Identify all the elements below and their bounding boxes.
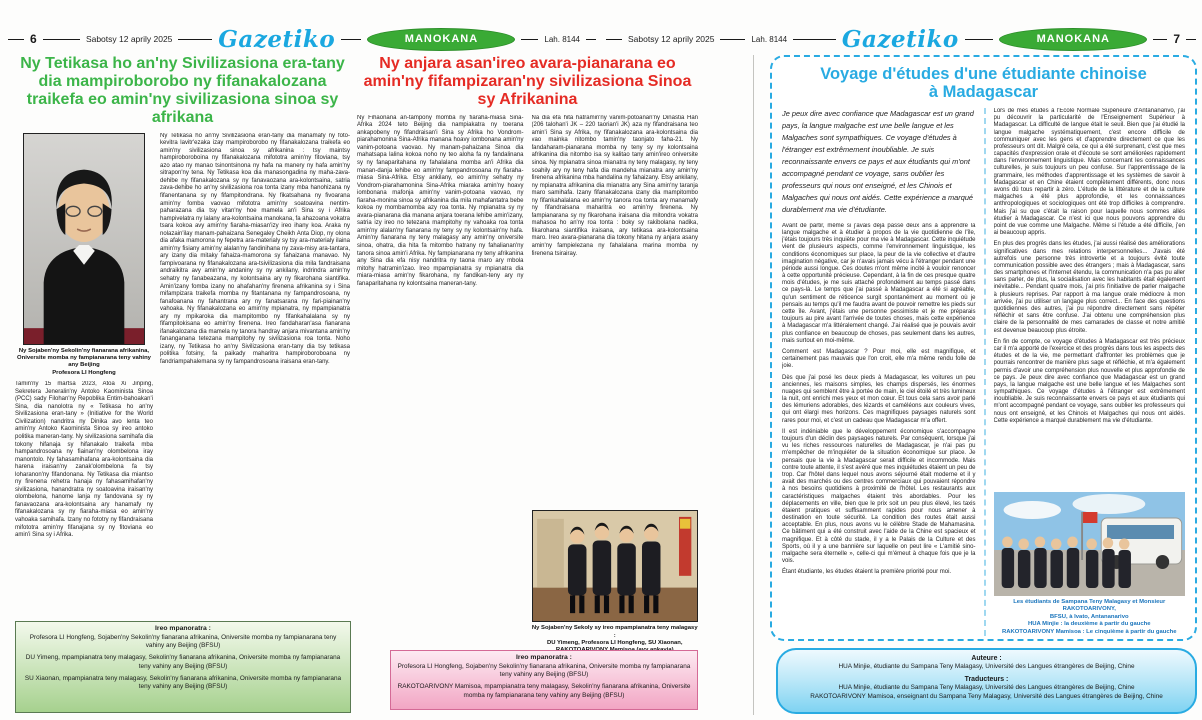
article-voyage [770, 55, 1197, 641]
header-rule [793, 39, 836, 40]
article-voyage-headline-line2: à Madagascar [928, 83, 1039, 102]
voyage-paragraph: Avant de partir, même si j'avais déjà passé deux ans à apprendre la langue malgache et à étudier à propos de la vie quotidienne de l'île, j'étais toujours très inquiète pour ma vie à Madagascar. Cette inquiétude vient de plusieurs aspects, comme l'environnement linguistique, les conditions économiques sur place, la peur de la vie collective et d'autre imagination négative, car je n'avais jamais vécu à l'étranger pendant une période aussi longue. Ces doutes m'ont même incité à vouloir renoncer à cette opportunité précieuse. Cependant, à la fin de ces presque quatre mois d'études, je me suis attaché profondément au temps passé dans ce pays-là. Le temps que j'ai passé à Madagascar a été si agréable, qu'un sentiment de réticence surgit spontanément au moment où je pensais au temps qu'il me faudra avant de pouvoir remettre les pieds sur cette île. Avant, j'étais une personne pessimiste et je me préparais toujours au pire avant l'arrivée de toutes choses, mais cette expérience à Madagascar m'a littéralement changé. J'ai réalisé que je pouvais avoir plus confiance en beaucoup de choses, pas seulement dans les autres, mais surtout en moi-même. [782, 222, 976, 344]
photo-caption-line: Ny Sojaben'ny Sekolin'ny fianarana afrikanina, [18, 347, 150, 354]
traducteur-entry: HUA Minjie, étudiante du Sampana Teny Malagasy, Université des Langues étrangères de Beijing, Chine [838, 684, 1135, 692]
auteure-heading: Auteure : [971, 655, 1002, 662]
article-voyage-headline-line1: Voyage d'études d'une étudiante chinoise [820, 65, 1147, 83]
article-civilization-column-b: Ny Tetikasa ho an'ny Sivilizasiona eran-tany dia manamafy ny foto-kevitra lavitr'ezaka izay mampiroborobo ny fifanakalozana traikefa eo amin'ny sivilizasiona sinoa sy afrikanina : tsy maintsy hampiroboroboina ny fifanakalozana mifototra amin'ny fitoviana, tsy azo atao ny manao tsinontsinona ny hafa na manery ny hafa amin'ny sitrapon'ny tena. Ny Tetikasa koa dia manasongadina ny maha-zava-dehibe ny fifanakalozana sy ny fanavaozana ara-kolontsaina, satria zava-dehibe ho an'ny sivilizasiona roa tonta izany mba hanohizana ny fifanentanana sy ny fifampitondrana. Ny fikatsahana ny fivoarana amin'ny fomba vaovao mifototra amin'ny soatoavina nentim-paharazana dia tsy vitan'ny hoe mamela an'i Sina sy i Afrika hampivelatra ny lalany ara-kolontsaina manokana, fa ahazoana vokatra tsara kokoa avy amin'ny fiaraha-miasan'izy ireo ihany koa. Araka ny nolazain'ilay manam-pahaizana Senegaley Cheikh Anta Diop, ny olona dia afaka mamorona ny fepetra ara-materialy sy tsy ara-materialy ilaina amin'ny fisiany amin'ny alalan'ny fandinihana ny zava-misy ara-tantara, ary izany dia mitaky fahaiza-mamorona sy fahaizana manavao. Ny fampivoarana ny fifanakalozana ara-tsivilizasiona dia mila fandraisana andraikitra avy amin'ny andaniny sy ny ankilany, indrindra amin'ny sehatry ny fanabeazana, ny kolontsaina ary ny fikarohana siantifika. Amin'izany fomba izany no ahafahan'ny firenena afrikanina sy i Sina mifampizara traikefa momba ny fitantanana ny fampandrosoana, ny fanafoanana ny fahantrana ary ny fanatsarana ny fari-piainan'ny vahoaka. Ny fifanakalozana eo amin'ny mpianatra, ny mpampianatra ary ny mpikaroka dia mampitombo ny fifankahalalana sy ny fifampitokisana eo amin'ny firenena. Ireo fandaharan'asa fianarana ifanakalozana dia mamela ny tanora handray anjara mivantana amin'ny fananganana tetezana mampitohy ny sivilizasiona roa tonta. Noho izany, ny Tetikasa ho an'ny Sivilizasiona eran-tany dia tsy tetikasa politika fotsiny, fa paikady maharitra hampiroboroboana ny fandriampahalemana sy ny fampandrosoana iraisana eran-tany. [160, 132, 350, 366]
photo-caption-line: Profesora LI Hongfeng [52, 369, 116, 376]
author-entry: RAKOTOARIVONY Mamisoa, mpampianatra teny malagasy, Sekolin'ny fianarana afrikanina, Oniversite momba ny fampianarana teny vahiny any Beijing (BFSU) [397, 683, 691, 699]
page6-issue: Lah. 8144 [544, 34, 580, 44]
article-students-column-b: Na dia efa hita hatramin'ny vanim-potoanan'ny Dinastia Han (206 talohan'i JK – 220 taorian'i JK) aza ny fifandraisana teo amin'i Sina sy Afrika, ny fifanakalozana ara-kolontsaina dia vao mainka nitombo tamin'ny taonjato faha-21. Ny fandaharam-pianarana momba ny teny sy ny kolontsaina afrikanina dia nitombo isa sy kalitao tany amin'ireo oniversite sinoa. Ny mpianatra sinoa mianatra ny teny malagasy, ny teny soahily ary ny teny hafa dia mandeha mianatra any amin'ny firenena afrikanina mba handalina ny fahaizany. Etsy ankilany, ny mpianatra afrikanina dia mianatra any Sina amin'ny taranja maro samihafa. Izany fifanakalozana izany dia mampitombo ny fifankahalalana eo amin'ny tanora roa tonta ary manamafy ny fifandraisana maharitra eo amin'ny firenena. Ny fampianarana sy ny fikarohana iraisana dia mitondra vokatra mahasoa ho an'ny roa tonta : boky sy rakibolana nadika, fikarohana siantifika iraisana, ary tetikasa ara-kolontsaina maro. Ireo avara-pianarana dia tokony hitana ny anjara asany amin'ny fampielezana ny fahalalana marina momba ny firenena tsirairay. [531, 114, 698, 257]
section-badge: MANOKANA [367, 28, 515, 51]
page6-number: 6 [30, 32, 37, 46]
page7-issue: Lah. 8144 [751, 34, 788, 44]
auteure-entry: HUA Minjie, étudiante du Sampana Teny Malagasy, Université des Langues étrangères de Beijing, Chine [838, 663, 1135, 671]
section-badge: MANOKANA [999, 28, 1147, 51]
photo-caption-line: DU Yimeng, Profesora LI Hongfeng, SU Xiaonan, [546, 639, 683, 646]
article-civilization-headline: Ny Tetikasa ho an'ny Sivilizasiona era-tany dia mampiroborobo ny fifanakalozana traikefa eo amin'ny sivilizasiona sinoa sy afrikana [20, 55, 345, 126]
page6-header [8, 26, 596, 52]
page6-date: Sabotsy 12 aprily 2025 [85, 34, 173, 44]
header-rule [720, 39, 745, 40]
photo-caption-line: Oniversite momba ny fampianarana teny vahiny any Beijing [17, 355, 151, 369]
photo-caption-line: HUA Minjie : la deuxième à partir du gauche [1027, 621, 1151, 628]
header-rule [1153, 39, 1167, 40]
article-students [357, 55, 698, 655]
page7-date: Sabotsy 12 aprily 2025 [628, 34, 715, 44]
article-voyage-intro: Je peux dire avec confiance que Madagascar est un grand pays, la langue malgache est une belle langue et les Malgaches sont sympathiques. Ce voyage d'études à l'étranger est extrêmement inoubliable. Je suis reconnaissante envers ce pays et aux étudiants qui m'ont accompagné pendant ce voyage, sans oublier les professeurs qui nous ont enseigné, et les Chinois et Malgaches qui nous ont aidés. Cette expérience a marqué durablement ma vie d'étudiante. [782, 108, 974, 214]
photo-students-ivato [994, 492, 1186, 596]
authors-box-green [15, 621, 351, 713]
photo-caption-line: Ny Sojaben'ny Sekoly sy ireo mpampianatra teny malagasy : [531, 625, 698, 639]
article-civilization [15, 55, 350, 638]
voyage-paragraph: En fin de compte, ce voyage d'études à Madagascar est très précieux car il m'a apporté de l'exercice et des progrès dans tous les aspects des études et de la vie, me permettant d'affronter les problèmes que je pourrais rencontrer de manière plus sage et réfléchie, et m'a également permis d'avoir une compréhension plus nouvelle et plus approfondie de ce pays. Je peux dire avec confiance que Madagascar est un grand pays, la langue malgache est une belle langue et les Malgaches sont sympathiques. Ce voyage d'études à l'étranger est extrêmement inoubliable. Je suis reconnaissante envers ce pays et aux étudiants qui m'ont accompagné pendant ce voyage, sans oublier les professeurs qui nous ont enseigné, et les Chinois et Malgaches qui nous ont aidés. Cette expérience a marqué durablement ma vie d'étudiante. [993, 338, 1185, 424]
authors-heading: Ireo mpanoratra : [155, 625, 211, 632]
voyage-paragraph: Comment est Madagascar ? Pour moi, elle est magnifique, et certainement pas mauvais que l'on croit, elle m'a même rendu folle de joie. [782, 348, 976, 370]
voyage-paragraph: En plus des progrès dans les études, j'ai aussi réalisé des améliorations significatives dans mes relations interpersonnelles... J'avais été autrefois une personne très introvertie et a toujours évité toute communication possible avec des étrangers ; mais à Madagascar, sans des smartphones et l'Internet étendu, la communication n'a pas pu aller sans parler, de plus, la socialisation avec les habitants était également inévitable... Pendant quatre mois, j'ai pris l'initiative de parler malgache à plusieurs reprises. Par rapport à ma langue orale médiocre à mon arrivée, j'ai pu utiliser un langage plus correct... En face des questions quotidiennes des autres, j'ai pu répondre directement sans répéter réfléchir et sans être confuse. J'ai obtenu une compréhension plus claire de la personnalité de mes camarades de classe et notre amitié est devenue beaucoup plus étroite. [993, 241, 1185, 334]
photo-li-hongfeng [23, 133, 145, 345]
article-students-column-a: Ny Fihaonana an-tampony momba ny fiaraha-miasa Sina-Afrika 2024 teto Beijing dia nampiakatra ny toerana ankapobeny ny fifandraisan'i Sina sy Afrika ho Vondrom-piarahamonina Sina-Afrika manana hoavy iombonana amin'ny vanim-potoana vaovao. Ny manam-pahaizana Sinoa dia mahatsapa lalina kokoa noho ny teo aloha fa ny fandalinana sy ny fanaparitahana ny fahalalana momba an'i Afrika dia manan-danja lehibe eo amin'ny fampandrosoana ny fiaraha-miasa Sina-Afrika. Etsy ankilany, eo amin'ny sehatry ny Vondrom-piarahamonina Sina-Afrika miaraka amin'ny hoavy iombonana mafonja amin'ny vanim-potoana vaovao, ny fiaraha-monina sinoa sy afrikanina dia mila mahafantatra bebe kokoa ny mombamomba azy roa tonta. Ny mpianatra sy ny avara-pianarana dia manana anjara toerana lehibe amin'izany, satria izy ireo no tetezana mampitohy ny vahoaka roa tonta amin'ny alalan'ny fianarana ny teny sy ny kolontsain'ny hafa. Amin'ny fianarana ny teny malagasy any amin'ny oniversite sinoa, ohatra, dia hita fa mitombo hatrany ny fahalianan'ny tanora sinoa amin'i Afrika. Ny fampianarana ny teny afrikanina any Sina dia efa nisy nandritra ny taona maro ary mbola mitohy hatramin'izao. Ireo mpampianatra sy mpianatra dia miara-miasa amin'ny fikarohana, ny fandikan-teny ary ny fanaparitahana ny kolontsaina maneran-tany. [357, 114, 524, 287]
voyage-paragraph: Il est indéniable que le développement économique s'accompagne toujours d'un déclin des paysages naturels. Par conséquent, lorsque j'ai vu les riches ressources naturelles de Madagascar, je n'ai pas pu m'empêcher de m'inquiéter de la situation économique sur place. Je pensais que la vie à Madagascar serait difficile et incommode. Mais contre toute attente, il s'est avéré que mes inquiétudes étaient un peu de trop. Car l'hôtel dans lequel nous avons séjourné était moderne et il y avait des marchés ou des centres commerciaux qui pouvaient répondre à nos besoins quotidiens à proximité de l'hôtel. Les restaurants aux caractéristiques malgaches étaient très abordables. Pour les déplacements en ville, bien que le prix soit un peu plus élevé, les taxis étaient pratiques et suffisamment rapides pour nous amener à destination en toute sécurité. La condition des routes était aussi acceptable. En plus, nous avons vu le célèbre Stade de Mahamasina. Ce bâtiment qui a été construit avec l'aide de la Chine est spacieux et magnifique. Et à côté du stade, il y a le Palais de la Culture et des Sports, où il y a une bannière sur laquelle on peut lire « L'amitié sino-malgache sera éternelle », celle-ci qui m'émeut à chaque fois que je la vois. [782, 428, 976, 565]
page7-header [606, 26, 1196, 52]
author-entry: Profesora LI Hongfeng, Sojaben'ny Sekolin'ny fianarana afrikanina, Oniversite momba ny fampianarana teny vahiny any Beijing (BFSU) [29, 633, 337, 650]
header-rule [1186, 39, 1196, 40]
photo-caption-line: RAKOTOARIVONY Mamisoa : Le cinquième à partir du gauche [1001, 628, 1177, 635]
header-rule [341, 39, 361, 40]
page7-number: 7 [1173, 32, 1180, 46]
author-entry: Profesora LI Hongfeng, Sojaben'ny Sekolin'ny fianarana afrikanina, Oniversite momba ny fampianarana teny vahiny any Beijing (BFSU) [397, 662, 691, 679]
photo-caption-line: Les étudiants de Sampana Teny Malagasy et Monsieur RAKOTOARIVONY, [1013, 599, 1166, 613]
voyage-paragraph: Lors de mes études à l'École Normale Supérieure d'Antananarivo, j'ai pu découvrir la particularité de l'Enseignement Supérieur à Madagascar. La difficulté de langue était le seuil. Bien que j'ai étudié la langue malgache systématiquement, c'est encore difficile de communiquer avec les gens et d'apprendre directement ce que les professeurs ont dit. Malgré cela, ce qui a été surprenant, c'est que mes capacités d'expression orale et d'écoute se sont améliorées rapidement dans l'environnement linguistique. Mais concernant les connaissances culturelles, je suis toujours un peu confuse. Sur l'apprentissage de la grammaire, les méthodes d'apprentissage et les systèmes de savoir à Madagascar et en Chine étaient complètement différents, donc nous avons dû tous repartir à zéro. L'étude de la littérature et de la culture malgaches a été plus approfondie, et les connaissances anthropologiques et sociologiques ont été trop difficiles à comprendre. Mais j'ai su que c'était la raison pour laquelle nous sommes allés étudier à Madagascar. Ce n'est ici que nous pouvons apprendre du point de vue comme une Malgache. Même si l'étude a été difficile, j'en ai beaucoup appris. [993, 107, 1185, 237]
photo-caption-line: BFSU, à Ivato, Antananarivo [1049, 613, 1129, 620]
photo-li-hongfeng-illustration [24, 134, 144, 344]
header-rule [43, 39, 80, 40]
header-rule [8, 39, 24, 40]
authors-box-pink [390, 650, 698, 710]
article-students-headline: Ny anjara asan'ireo avara-pianarana eo amin'ny fifampizaran'ny sivilizasiona Sinoa sy Afrikanina [363, 55, 692, 108]
header-rule [586, 39, 596, 40]
voyage-credits-box [776, 648, 1197, 714]
author-entry: SU Xiaonan, mpampianatra teny malagasy, Sekolin'ny fianarana afrikanina, Oniversite momba ny fampianarana teny vahiny any Beijing (BFSU) [24, 675, 342, 691]
article-civilization-column-a: Tamin'ny 15 martsa 2023, Atoa Xi Jinping, Sekretera Jeneralin'ny Antoko Kaominista Sinoa (PCC) sady Filohan'ny Repoblika Entim-bahoakan'i Sina, dia nanolotra ny « Tetikasa ho an'ny Sivilizasiona eran-tany » (Initiative for the World Civilization) nandritra ny Dinika avo lenta teo amin'ny Antoko Kaominista Sinoa sy ireo antoko politika maneran-tany. Ny sivilizasiona samihafa dia tokony hifanaja sy hifanakalo traikefa mba hampandrosoana ny fiainan'ny olombelona iray manontolo. Ny fahasamihafana ara-kolontsaina dia harena iraisan'ny zanak'olombelona fa tsy loharanon'ny fifandonana. Ny Tetikasa dia miantso ny firenena rehetra hanaja ny fahasamihafan'ny sivilizasiona, hanandratra ny soatoavina iraisan'ny olombelona, hanome lanja ny fandovana sy ny fanavaozana ara-kolontsaina ary hanamafy ny fifanakalozana sy ny fiaraha-miasa eo amin'ny vahoaka samihafa. Izany no fototry ny fifandraisana mifototra amin'ny fifanajana sy ny fitoviana eo amin'i Sina sy i Afrika. [15, 381, 153, 539]
header-rule [521, 39, 538, 40]
masthead-logo: Gazetiko [218, 25, 336, 53]
photo-students-ivato-illustration [994, 492, 1186, 596]
traducteur-entry: RAKOTOARIVONY Mamisoa, enseignant du Sampana Teny Malagasy, Université des Langues étrangères de Beijing, Chine [810, 692, 1163, 700]
header-rule [178, 39, 212, 40]
traducteurs-heading: Traducteurs : [964, 675, 1009, 683]
voyage-paragraph: Dès que j'ai posé les deux pieds à Madagascar, les voitures un peu anciennes, les maisons simples, les champs dispersés, les énormes nuages qui semblent être à portée de main, le ciel étoilé et très lumineux la nuit, ont enrichi mes yeux et mon cœur. Et tous cela sans avoir parlé des lémuriens adorables, des lézards et caméléons aux couleurs vives, qui ont élargi mes horizons. Ces magnifiques paysages naturels sont rares pour moi, et c'est un cadeau que Madagascar m'a offert. [782, 374, 976, 424]
page-gutter-divider [753, 55, 754, 715]
header-rule [606, 39, 622, 40]
authors-heading: Ireo mpanoratra : [516, 654, 572, 661]
photo-teachers-group [532, 510, 699, 622]
photo-teachers-group-illustration [533, 511, 698, 621]
author-entry: DU Yimeng, mpampianatra teny malagasy, Sekolin'ny fianarana afrikanina, Oniversite momba ny fampianarana teny vahiny any Beijing (BFSU) [25, 654, 341, 670]
voyage-paragraph: Étant étudiante, les études étaient la première priorité pour moi. [782, 569, 952, 576]
masthead-logo: Gazetiko [841, 25, 959, 53]
header-rule [965, 39, 994, 40]
